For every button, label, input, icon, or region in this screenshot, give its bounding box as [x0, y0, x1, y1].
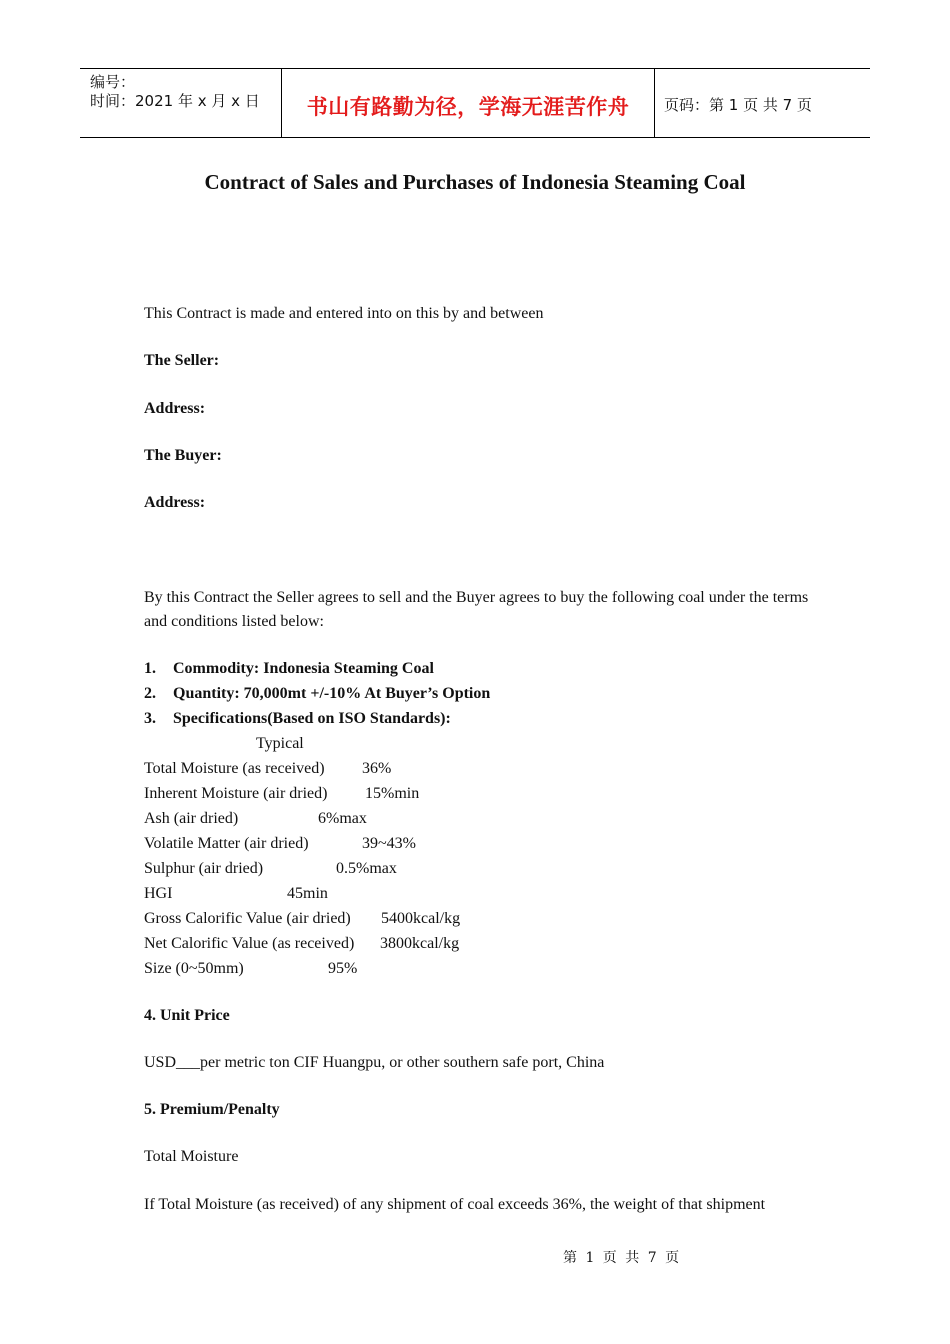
- spec-value: 36%: [362, 760, 392, 777]
- spec-value: 0.5%max: [336, 860, 397, 877]
- header-cell-motto: [282, 69, 655, 137]
- clause-number: 1.: [144, 660, 156, 677]
- clause-quantity: [144, 685, 490, 703]
- spec-value: 45min: [287, 885, 328, 902]
- header-cell-page: [655, 69, 870, 137]
- spec-name: Volatile Matter (air dried): [144, 835, 309, 852]
- clause-commodity: [144, 660, 434, 678]
- date-label: 时间：2021 年 x 月 x 日: [90, 92, 260, 110]
- serial-label: 编号：: [90, 73, 136, 91]
- spec-name: Size (0~50mm): [144, 960, 244, 977]
- spec-value: 6%max: [318, 810, 367, 827]
- spec-value: 5400kcal/kg: [381, 910, 461, 927]
- unit-price-text: USD___per metric ton CIF Huangpu, or other southern safe port, China: [144, 1054, 605, 1071]
- spec-value: 3800kcal/kg: [380, 935, 460, 952]
- buyer-address-label: Address:: [144, 494, 206, 511]
- premium-text: If Total Moisture (as received) of any shipment of coal exceeds 36%, the weight of that shipment: [144, 1196, 766, 1213]
- unit-price-heading: 4. Unit Price: [144, 1007, 230, 1024]
- document-title: Contract of Sales and Purchases of Indonesia Steaming Coal: [204, 170, 746, 194]
- spec-name: Inherent Moisture (air dried): [144, 785, 328, 802]
- clause-text: Quantity: 70,000mt +/-10% At Buyer’s Option: [173, 685, 491, 702]
- spec-name: Ash (air dried): [144, 810, 239, 827]
- header-cell-info: [80, 69, 282, 137]
- spec-name: Total Moisture (as received): [144, 760, 325, 777]
- spec-name: Gross Calorific Value (air dried): [144, 910, 351, 927]
- clause-text: Specifications(Based on ISO Standards):: [173, 710, 451, 727]
- buyer-label: The Buyer:: [144, 447, 222, 464]
- spec-header-typical: Typical: [256, 735, 304, 752]
- page-footer: 第 1 页 共 7 页: [563, 1250, 682, 1266]
- page-header: [80, 68, 870, 138]
- spec-value: 95%: [328, 960, 358, 977]
- spec-value: 39~43%: [362, 835, 416, 852]
- page-info: 页码：第 1 页 共 7 页: [664, 96, 812, 114]
- clause-number: 3.: [144, 710, 156, 727]
- spec-value: 15%min: [365, 785, 420, 802]
- premium-subheading: Total Moisture: [144, 1148, 239, 1165]
- clause-text: Commodity: Indonesia Steaming Coal: [173, 660, 434, 677]
- clause-specifications: [144, 710, 451, 728]
- seller-label: The Seller:: [144, 352, 220, 369]
- seller-address-label: Address:: [144, 400, 206, 417]
- intro-text: This Contract is made and entered into on this by and between: [144, 305, 544, 322]
- spec-name: Sulphur (air dried): [144, 860, 264, 877]
- agreement-paragraph: By this Contract the Seller agrees to sell and the Buyer agrees to buy the following coal under the terms and conditions listed below:: [144, 589, 809, 630]
- clause-number: 2.: [144, 685, 156, 702]
- spec-name: Net Calorific Value (as received): [144, 935, 355, 952]
- spec-name: HGI: [144, 885, 173, 902]
- motto: 书山有路勤为径，学海无涯苦作舟: [306, 95, 630, 119]
- premium-heading: 5. Premium/Penalty: [144, 1101, 280, 1118]
